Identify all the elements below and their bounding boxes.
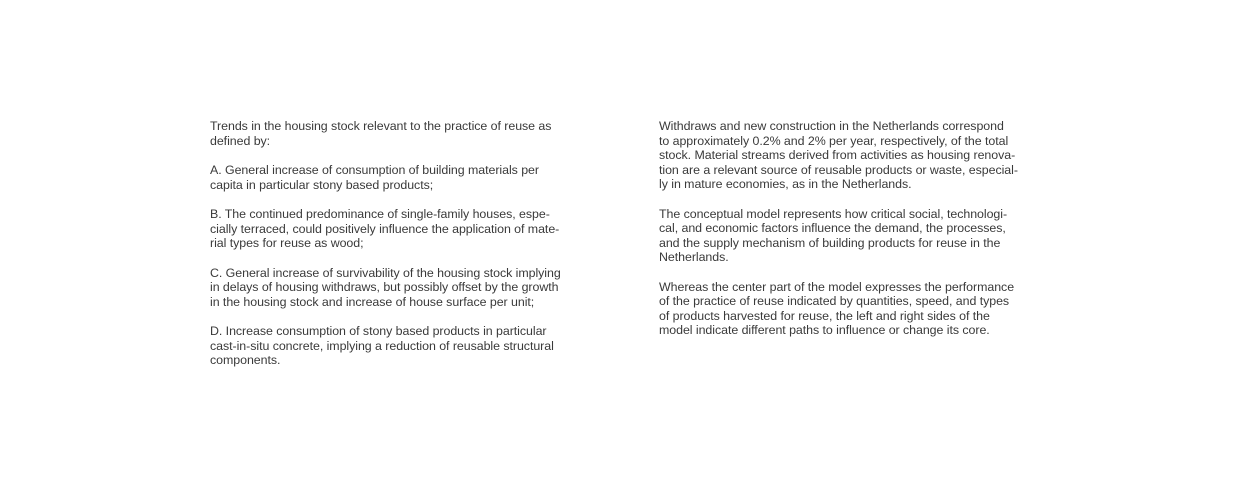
text-line: components. xyxy=(210,353,281,367)
text-line: model indicate different paths to influence or change its core. xyxy=(659,323,990,337)
text-line: capita in particular stony based products; xyxy=(210,177,434,192)
text-line: in the housing stock and increase of house surface per unit; xyxy=(210,294,535,309)
paragraph-housing-trends-intro xyxy=(210,119,575,148)
text-line: cast-in-situ concrete, implying a reduction of reusable structural xyxy=(210,338,554,353)
paragraph-withdraws-construction xyxy=(659,119,1029,192)
text-line: Withdraws and new construction in the Netherlands correspond xyxy=(659,119,1004,133)
paragraph-trend-b xyxy=(210,207,575,251)
text-line: C. General increase of survivability of the housing stock implying xyxy=(210,265,561,280)
text-line: tion are a relevant source of reusable products or waste, especial- xyxy=(659,162,1018,177)
paragraph-conceptual-model xyxy=(659,207,1029,265)
text-line: in delays of housing withdraws, but possibly offset by the growth xyxy=(210,280,559,294)
text-line: A. General increase of consumption of building materials per xyxy=(210,163,539,177)
text-line: D. Increase consumption of stony based products in particular xyxy=(210,324,547,338)
text-line: cal, and economic factors influence the demand, the processes, xyxy=(659,221,1006,235)
paragraph-trend-a xyxy=(210,163,575,192)
text-line: Whereas the center part of the model expresses the performance xyxy=(659,279,1015,294)
text-line: to approximately 0.2% and 2% per year, respectively, of the total xyxy=(659,133,1009,148)
text-line: and the supply mechanism of building products for reuse in the xyxy=(659,235,1001,250)
text-line: of the practice of reuse indicated by quantities, speed, and types xyxy=(659,294,1010,308)
left-text-column xyxy=(210,119,575,383)
text-line: rial types for reuse as wood; xyxy=(210,236,364,250)
text-line: The conceptual model represents how critical social, technologi- xyxy=(659,206,1008,221)
text-line: cially terraced, could positively influence the application of mate- xyxy=(210,221,560,236)
text-line: B. The continued predominance of single-family houses, espe- xyxy=(210,207,550,221)
paragraph-model-center-sides xyxy=(659,280,1029,338)
paragraph-trend-c xyxy=(210,266,575,310)
text-line: defined by: xyxy=(210,133,271,148)
text-line: Netherlands. xyxy=(659,250,729,264)
text-line: stock. Material streams derived from activities as housing renova- xyxy=(659,148,1016,162)
text-line: ly in mature economies, as in the Netherlands. xyxy=(659,177,912,191)
text-line: Trends in the housing stock relevant to the practice of reuse as xyxy=(210,119,552,133)
text-line: of products harvested for reuse, the left and right sides of the xyxy=(659,308,990,323)
right-text-column xyxy=(659,119,1029,353)
paragraph-trend-d xyxy=(210,324,575,368)
